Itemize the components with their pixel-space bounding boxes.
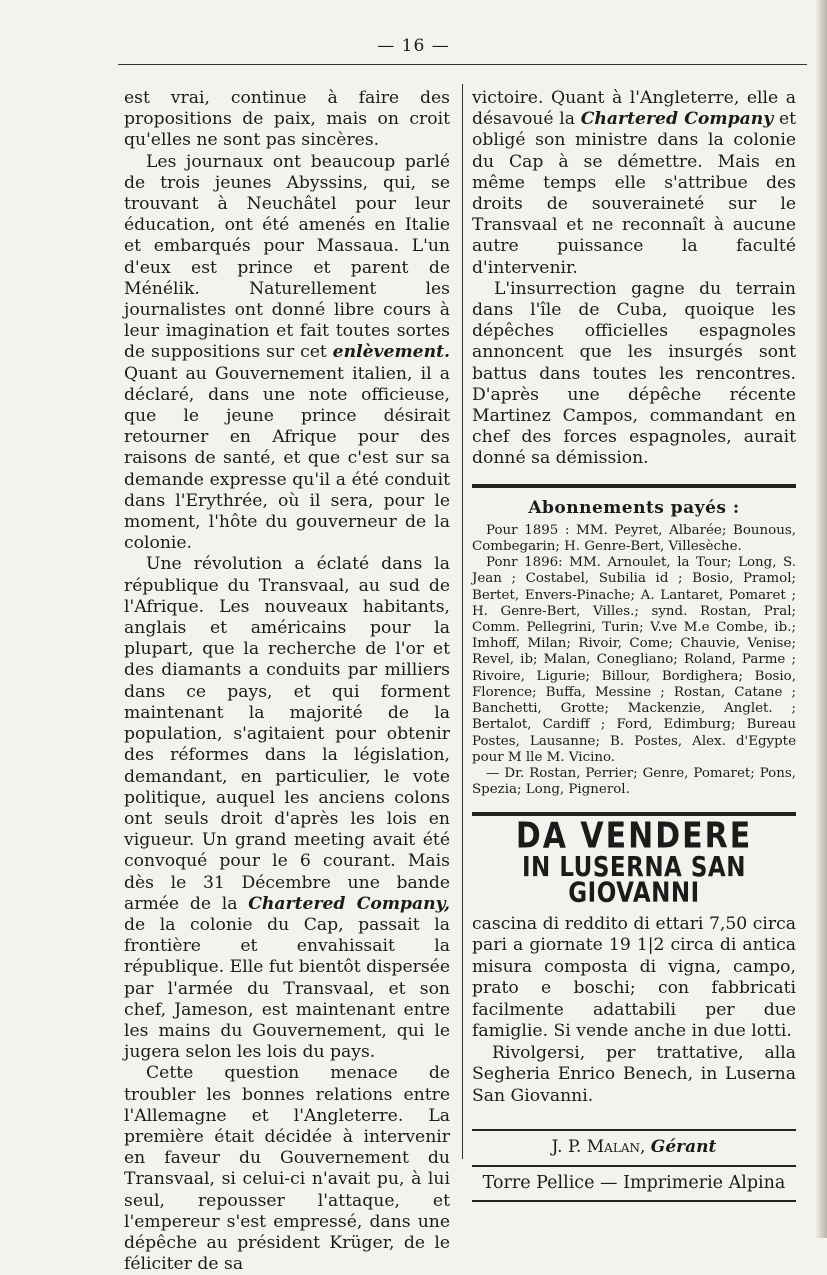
printer-line: Torre Pellice — Imprimerie Alpina xyxy=(482,1172,786,1193)
paragraph-text: Les journaux ont beaucoup parlé de trois jeunes Abyssins, qui, se trouvant à Neuchâtel pour leur éducation, ont été amenés en Italie et embarqués pour Massaua. L'un d'eux est prince et parent de Ménélik. Naturellement les journalistes ont donné libre cours à leur imagination et fait toutes sortes de suppositions sur cet xyxy=(124,151,450,363)
abonnements-paragraph: Pour 1895 : MM. Peyret, Albarée; Bounous, Combegarin; H. Genre-Bert, Villesèche. xyxy=(472,522,796,555)
abonnements-list xyxy=(472,523,796,798)
emphasis-text: enlèvement. xyxy=(332,342,451,363)
gerant-title: Gérant xyxy=(650,1137,717,1158)
article-paragraph xyxy=(124,152,450,555)
ad-title: DA VENDERE xyxy=(515,816,753,858)
paragraph-text: Une révolution a éclaté dans la république du Transvaal, au sud de l'Afrique. Les nouveaux habitants, anglais et américains pour la plupart, que la recherche de l'or et des diamants a conduits par milliers dans ce pays, et qui forment maintenant la majorité de la population, s'agitaient pour obtenir des réformes dans la législation, demandant, en particulier, le vote politique, auquel les anciens colons ont seuls droit d'après les lois en vigueur. Un grand meeting avait été convoqué pour le 6 courant. Mais dès le 31 Décembre une bande armée de la xyxy=(124,554,450,914)
gerant-name: J. P. Malan, xyxy=(551,1137,646,1158)
section-rule xyxy=(472,484,796,488)
paragraph-text: de la colonie du Cap, passait la frontière et envahissait la république. Elle fut bientôt dispersée par l'armée du Transvaal, et son chef, Jameson, est maintenant entre les mains du Gouvernement, qui le jugera selon les lois du pays. xyxy=(124,914,450,1063)
ad-paragraph: cascina di reddito di ettari 7,50 circa pari a giornate 19 1|2 circa di antica misura composta di vigna, campo, prato e boschi; con fabbricati facilmente adattabili per due famiglie. Si vende anche in due lotti. xyxy=(472,913,796,1042)
ad-subtitle: IN LUSERNA SAN GIOVANNI xyxy=(522,851,746,909)
abonnements-paragraph: Ponr 1896: MM. Arnoulet, la Tour; Long, S. Jean ; Costabel, Subilia id ; Bosio, Pramol; Bertet, Envers-Pinache; A. Lantaret, Pomaret ; H. Genre-Bert, Villes.; synd. Rostan, Pral; Comm. Pellegrini, Turin; V.ve M.e Combe, ib.; Imhoff, Milan; Rivoir, Come; Chauvie, Venise; Revel, ib; Malan, Conegliano; Roland, Parme ; Rivoire, Ligurie; Billour, Bordighera; Bosio, Florence; Buffa, Messine ; Rostan, Catane ; Banchetti, Grotte; Mackenzie, Anglet. ; Bertalot, Cardiff ; Ford, Edimburg; Bureau Postes, Lausanne; B. Postes, Alex. d'Egypte pour M lle M. Vicino. xyxy=(472,555,796,765)
emphasis-text: Chartered Company xyxy=(580,109,774,130)
column-divider xyxy=(462,84,463,1159)
article-paragraph xyxy=(472,88,796,279)
footer-rule xyxy=(472,1165,796,1167)
header-rule xyxy=(118,64,807,65)
left-column xyxy=(124,88,450,1275)
page-number: — 16 — xyxy=(377,36,450,56)
article-paragraph xyxy=(124,554,450,1063)
article-paragraph: est vrai, continue à faire des propositions de paix, mais on croit qu'elles ne sont pas sincères. xyxy=(124,88,450,151)
paragraph-text: Quant au Gouvernement italien, il a déclaré, dans une note officieuse, que le jeune prince désirait retourner en Afrique pour des raisons de santé, et que c'est sur sa demande expresse qu'il a été conduit dans l'Erythrée, où il sera, pour le moment, l'hôte du gouverneur de la colonie. xyxy=(124,363,450,554)
abonnements-title: Abonnements payés : xyxy=(528,497,740,518)
paragraph-text: et obligé son ministre dans la colonie du Cap à se démettre. Mais en même temps elle s'attribue des droits de souveraineté sur le Transvaal et ne reconnaît à aucune autre puissance la faculté d'intervenir. xyxy=(472,109,797,278)
emphasis-text: Chartered Company, xyxy=(248,893,450,914)
ad-paragraph: Rivolgersi, per trattative, alla Segheria Enrico Benech, in Luserna San Giovanni. xyxy=(472,1042,796,1106)
gerant-line xyxy=(472,1137,796,1158)
article-paragraph: L'insurrection gagne du terrain dans l'île de Cuba, quoique les dépêches officielles espagnoles annoncent que les insurgés sont battus dans toutes les rencontres. D'après une dépêche récente Martinez Campos, commandant en chef des forces espagnoles, aurait donné sa démission. xyxy=(472,278,796,469)
ad-body xyxy=(472,914,796,1108)
page-edge-shadow xyxy=(815,0,827,1238)
article-paragraph: Cette question menace de troubler les bonnes relations entre l'Allemagne et l'Angleterre. La première était décidée à intervenir en faveur du Gouvernement du Transvaal, si celui-ci n'avait pu, à lui seul, repousser l'attaque, et l'empereur s'est empressé, dans une dépêche au président Krüger, de le féliciter de sa xyxy=(124,1063,450,1275)
footer-rule xyxy=(472,1200,796,1202)
abonnements-paragraph: — Dr. Rostan, Perrier; Genre, Pomaret; Pons, Spezia; Long, Pignerol. xyxy=(472,765,796,798)
right-column xyxy=(472,88,796,1202)
footer-rule xyxy=(472,1129,796,1131)
paragraph-text: victoire. Quant à l'Angleterre, elle a désavoué la xyxy=(472,88,796,130)
